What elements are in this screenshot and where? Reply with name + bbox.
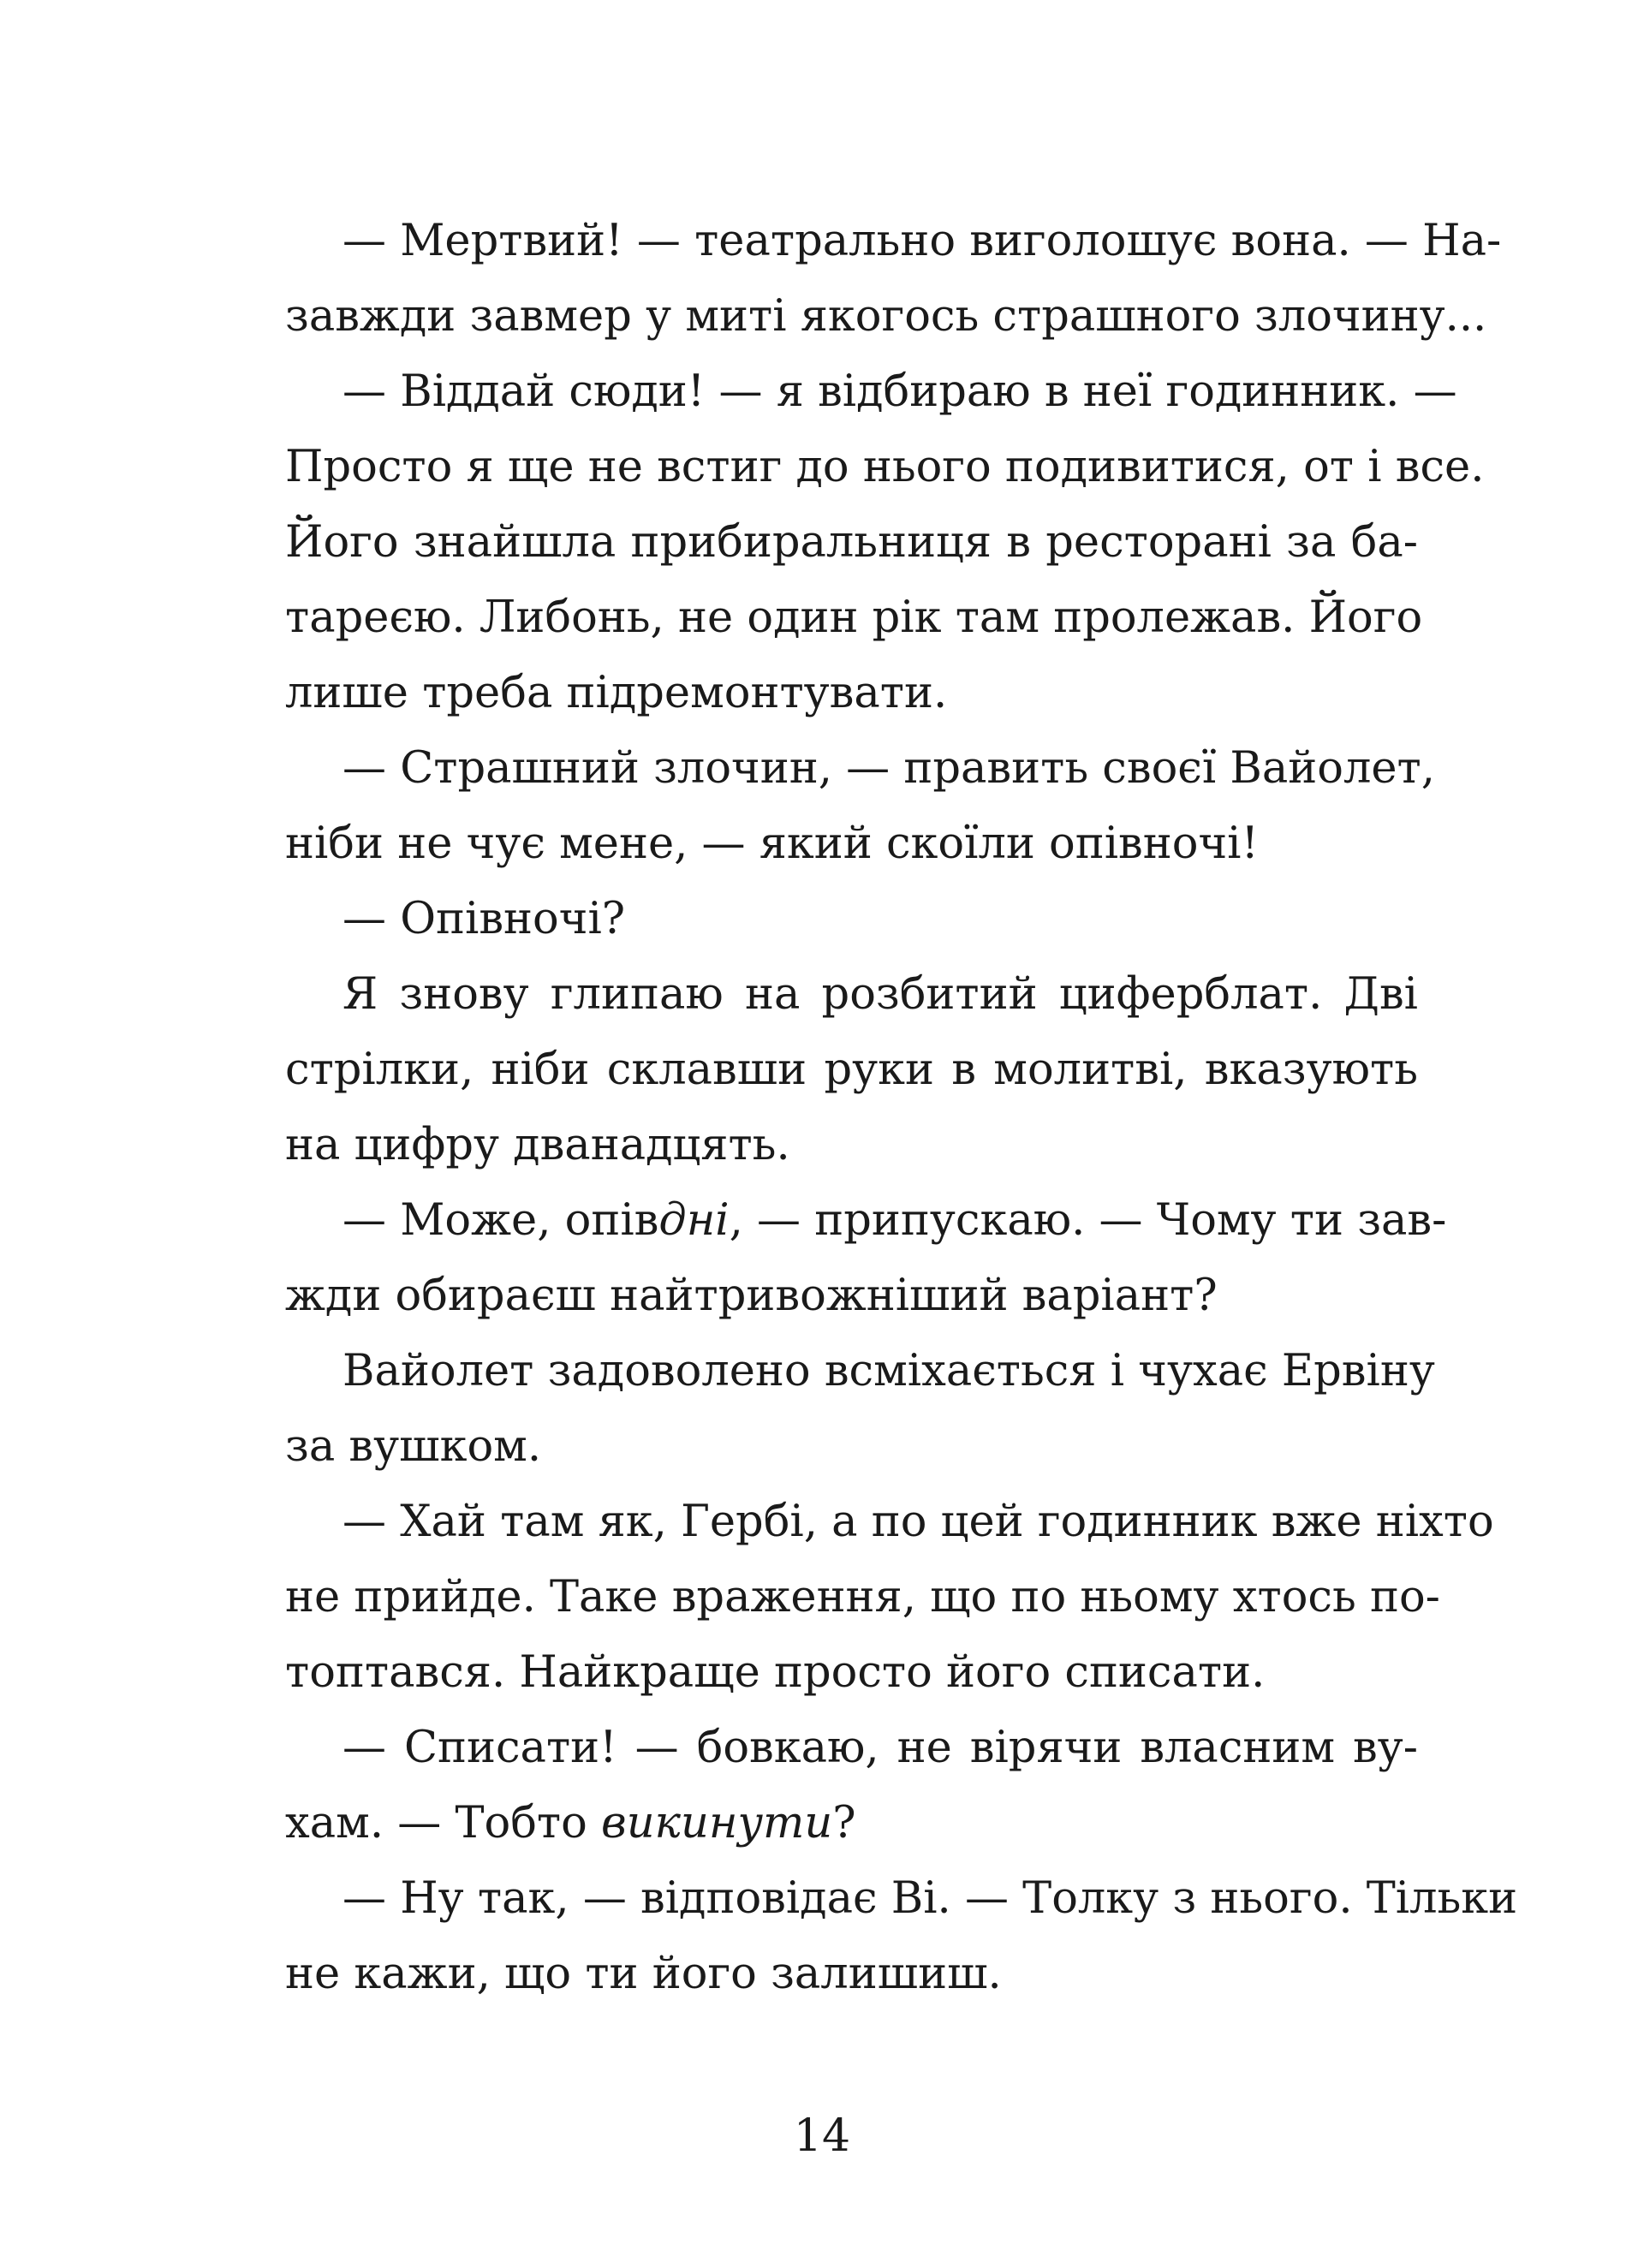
text-line: — Списати! — бовкаю, не вірячи власним ву- (342, 1723, 1418, 1773)
text-line: — Хай там як, Гербі, а по цей годинник вже ніхто (342, 1497, 1494, 1547)
text-line: жди обираєш найтривожніший варіант? (285, 1271, 1218, 1321)
text-line: ніби не чує мене, — який скоїли опівночі! (285, 819, 1259, 869)
text-run: ? (832, 1798, 856, 1848)
text-line: — Ну так, — відповідає Ві. — Толку з нього. Тільки (342, 1873, 1518, 1924)
italic-text: викинути (601, 1798, 833, 1848)
text-line: не кажи, що ти його залишиш. (285, 1949, 1002, 1999)
text-line: Вайолет задоволено всміхається і чухає Ервіну (342, 1346, 1435, 1396)
text-line: Просто я ще не встиг до нього подивитися, от і все. (285, 442, 1485, 492)
italic-text: дні (658, 1195, 730, 1246)
text-line: завжди завмер у миті якогось страшного злочину... (285, 291, 1487, 342)
text-line: — Мертвий! — театрально виголошує вона. — На- (342, 216, 1502, 266)
text-line: не прийде. Таке враження, що по ньому хтось по- (285, 1572, 1440, 1622)
text-line: за вушком. (285, 1421, 542, 1472)
text-line: топтався. Найкраще просто його списати. (285, 1647, 1266, 1698)
text-run: хам. — Тобто (285, 1798, 602, 1848)
text-line (285, 1786, 1418, 1861)
text-line: на цифру дванадцять. (285, 1120, 790, 1170)
text-run: , — припускаю. — Чому ти зав- (729, 1195, 1447, 1246)
text-line: Я знову глипаю на розбитий циферблат. Дві (342, 969, 1418, 1020)
text-run: — Може, опів (342, 1195, 659, 1246)
text-line: лише треба підремонтувати. (285, 668, 948, 718)
text-line: Його знайшла прибиральниця в ресторані за ба- (285, 517, 1418, 568)
text-line (342, 1183, 1447, 1259)
text-line: стрілки, ніби склавши руки в молитві, вказують (285, 1045, 1418, 1095)
text-line: тареєю. Либонь, не один рік там пролежав. Його (285, 592, 1423, 643)
text-line: — Віддай сюди! — я відбираю в неї годинник. — (342, 366, 1457, 417)
text-line: — Страшний злочин, — править своєї Вайолет, (342, 743, 1435, 794)
text-line: — Опівночі? (342, 894, 626, 944)
page-number: 14 (793, 2110, 851, 2162)
